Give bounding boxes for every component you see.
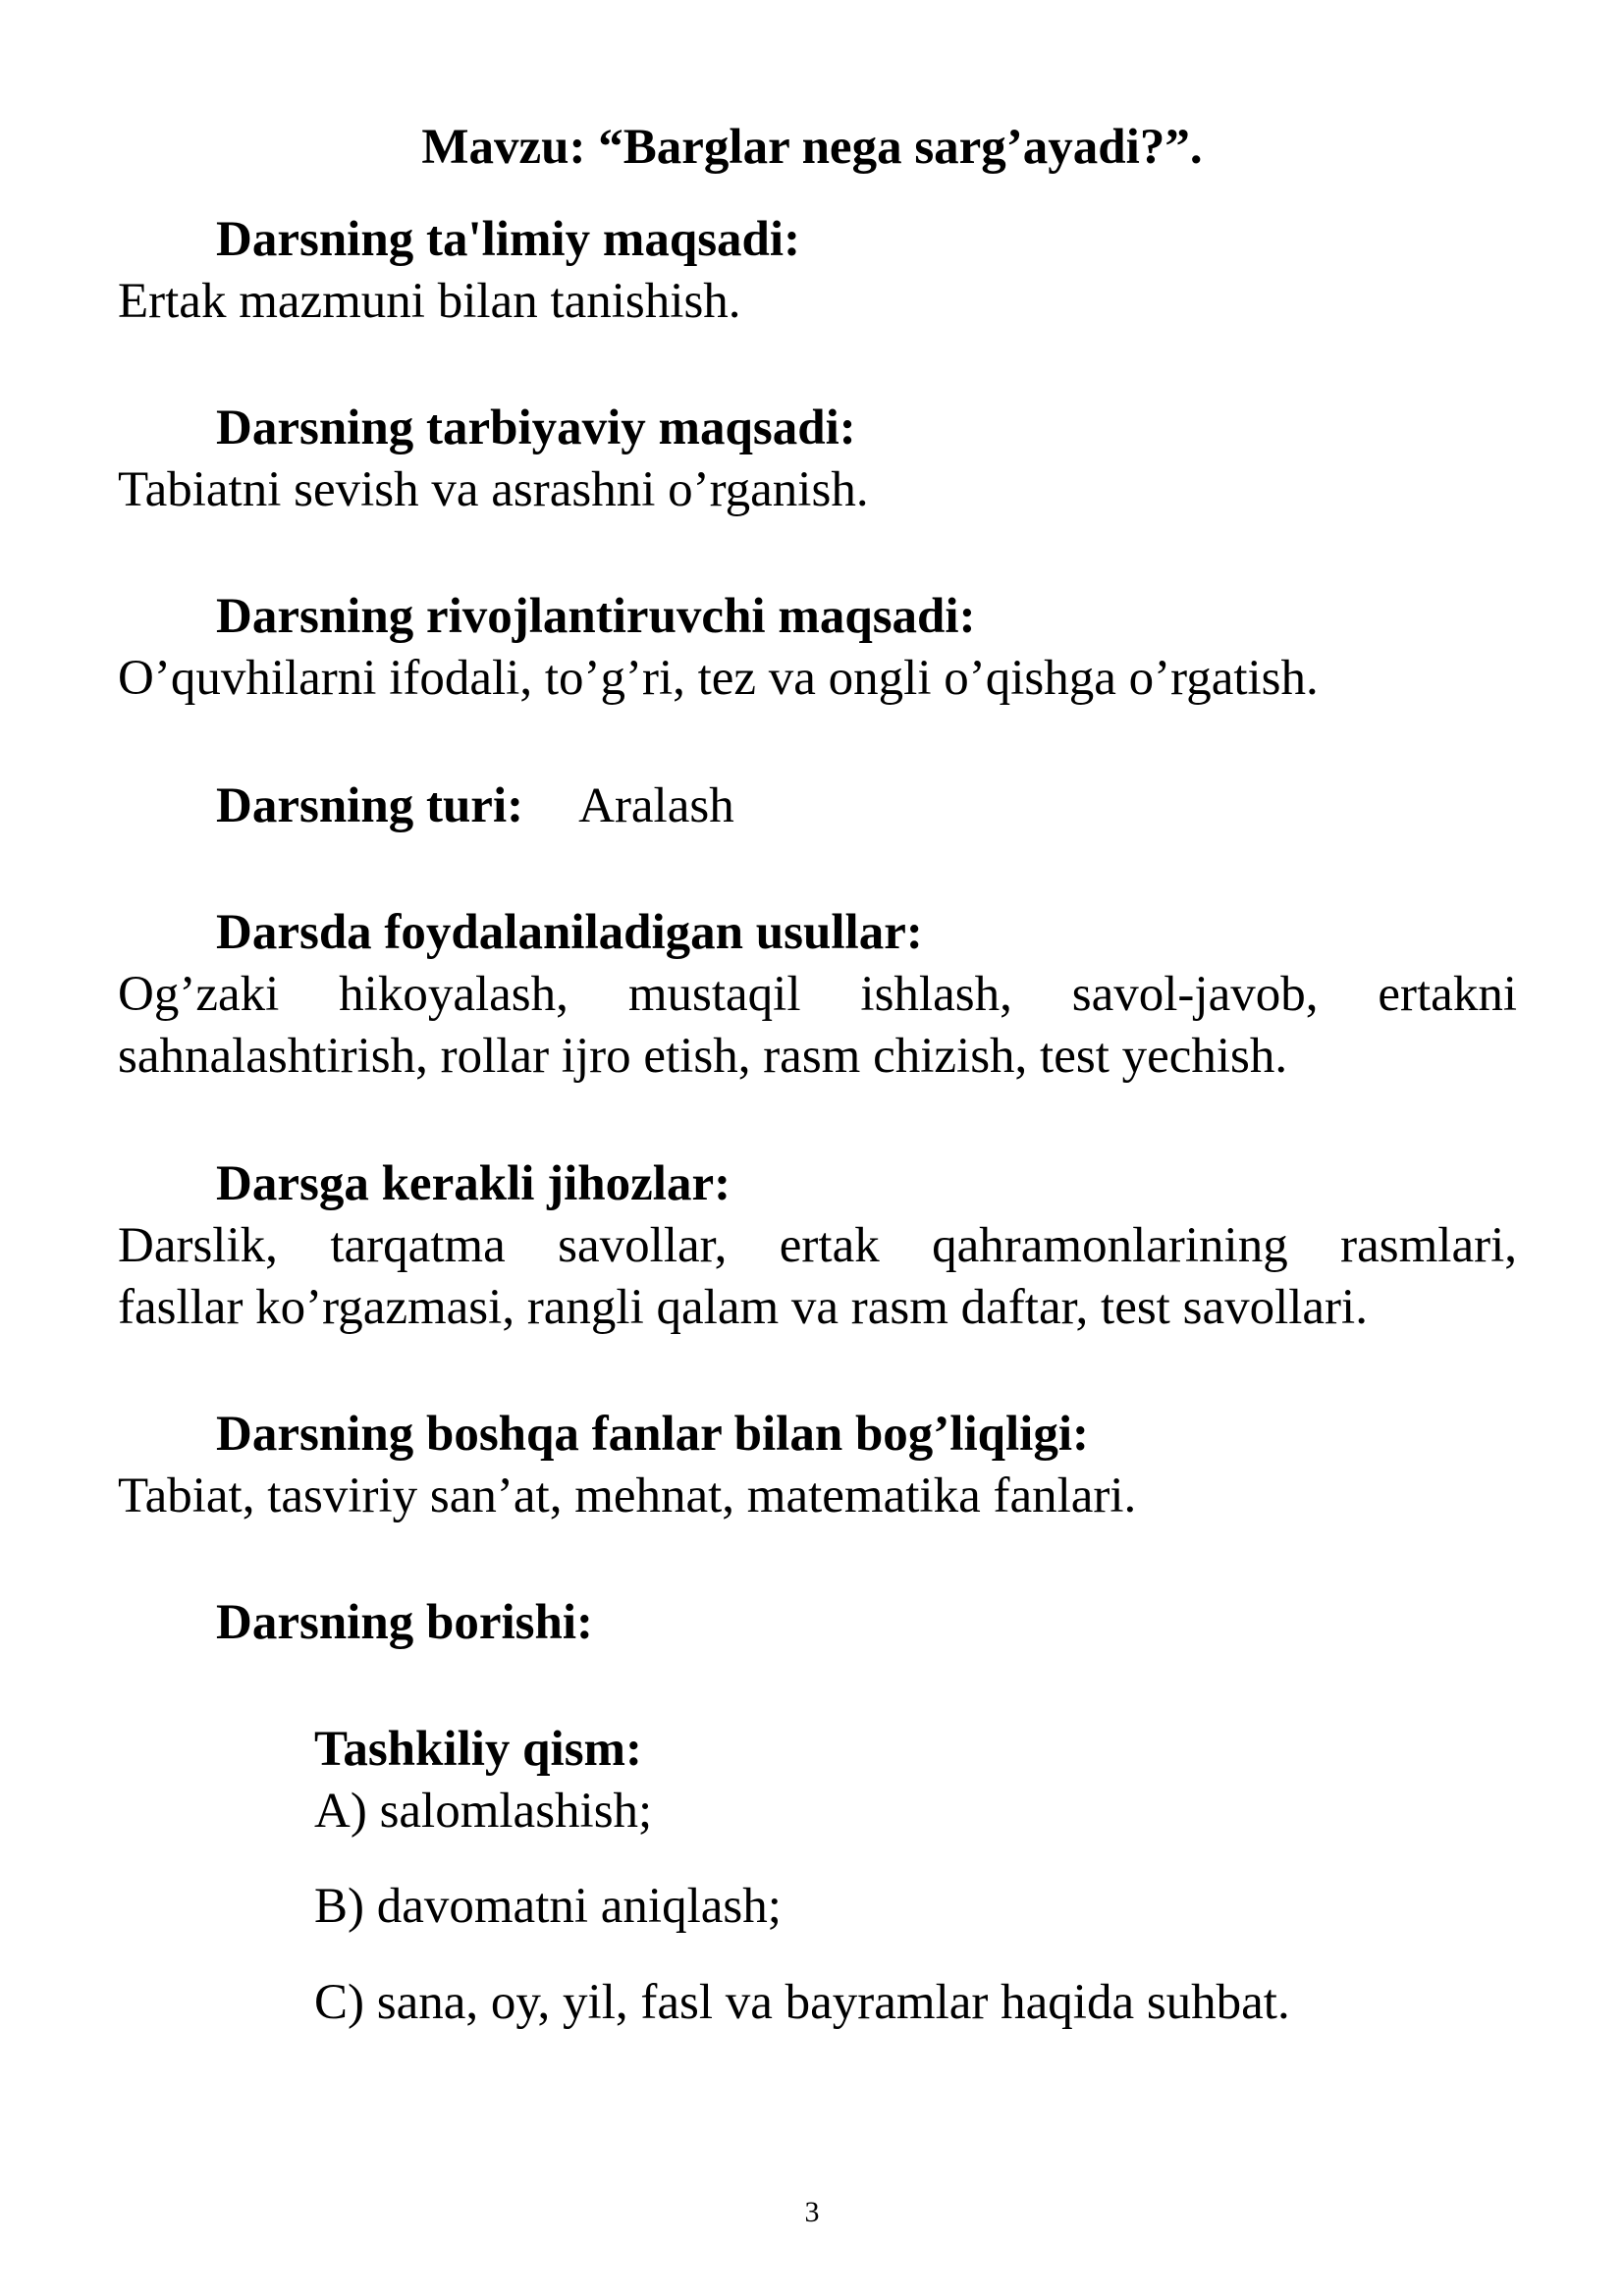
section-dars-turi	[216, 776, 734, 835]
tashkiliy-heading: Tashkiliy qism:	[314, 1722, 643, 1777]
section-body-usullar-line1: Og’zaki hikoyalash, mustaqil ishlash, savol-javob, ertakni	[118, 967, 1517, 1022]
title-text: “Barglar nega sarg’ayadi?”.	[598, 120, 1203, 175]
section-body-usullar-line2: sahnalashtirish, rollar ijro etish, rasm chizish, test yechish.	[118, 1029, 1288, 1084]
page-title	[0, 118, 1624, 177]
section-body-fanlar: Tabiat, tasviriy san’at, mehnat, matematika fanlari.	[118, 1468, 1137, 1523]
section-heading-talimiy: Darsning ta'limiy maqsadi:	[216, 212, 801, 267]
section-heading-fanlar: Darsning boshqa fanlar bilan bog’liqligi:	[216, 1407, 1089, 1462]
tashkiliy-item: C) sana, oy, yil, fasl va bayramlar haqida suhbat.	[314, 1975, 1290, 2030]
title-label: Mavzu:	[421, 120, 599, 175]
section-heading-borishi: Darsning borishi:	[216, 1595, 593, 1650]
section-value-turi: Aralash	[578, 778, 734, 833]
section-heading-tarbiyaviy: Darsning tarbiyaviy maqsadi:	[216, 400, 856, 455]
section-body-talimiy: Ertak mazmuni bilan tanishish.	[118, 274, 741, 329]
section-heading-jihozlar: Darsga kerakli jihozlar:	[216, 1156, 731, 1211]
section-heading-turi: Darsning turi:	[216, 778, 524, 833]
section-body-rivojlantiruvchi: O’quvhilarni ifodali, to’g’ri, tez va ongli o’qishga o’rgatish.	[118, 651, 1319, 706]
section-body-jihozlar-line1: Darslik, tarqatma savollar, ertak qahramonlarining rasmlari,	[118, 1218, 1517, 1273]
tashkiliy-item: B) davomatni aniqlash;	[314, 1879, 782, 1934]
section-heading-rivojlantiruvchi: Darsning rivojlantiruvchi maqsadi:	[216, 589, 976, 644]
section-body-jihozlar-line2: fasllar ko’rgazmasi, rangli qalam va rasm daftar, test savollari.	[118, 1280, 1368, 1335]
section-body-tarbiyaviy: Tabiatni sevish va asrashni o’rganish.	[118, 462, 869, 517]
section-heading-usullar: Darsda foydalaniladigan usullar:	[216, 905, 923, 960]
tashkiliy-item: A) salomlashish;	[314, 1784, 653, 1839]
page-number: 3	[804, 2196, 820, 2228]
